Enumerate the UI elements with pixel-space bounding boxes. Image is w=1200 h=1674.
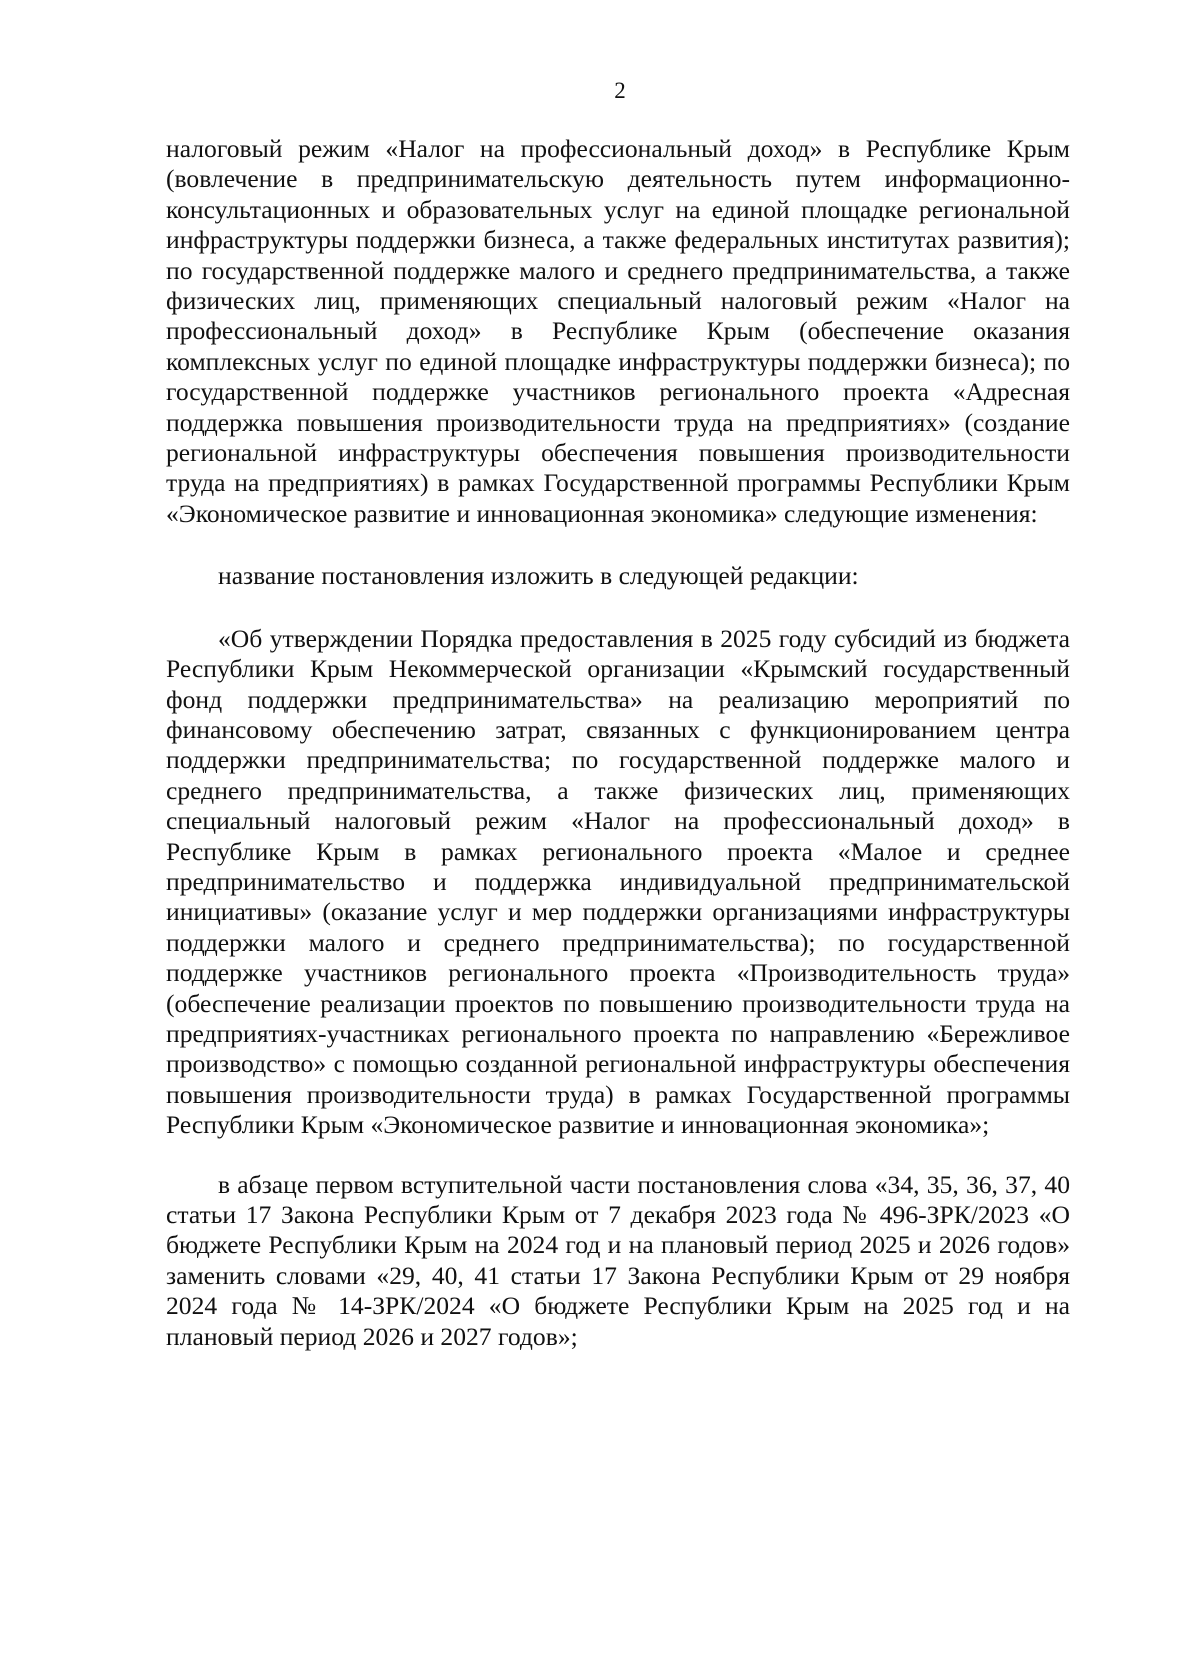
paragraph-continuation: налоговый режим «Налог на профессиональный доход» в Республике Крым (вовлечение в предпринимательскую деятельность путем информационно-консультационных и образовательных услуг на единой площадке региональной инфраструктуры поддержки бизнеса, а также федеральных институтах развития); по государственной поддержке малого и среднего предпринимательства, а также физических лиц, применяющих специальный налоговый режим «Налог на профессиональный доход» в Республике Крым (обеспечение оказания комплексных услуг по единой площадке инфраструктуры поддержки бизнеса); по государственной поддержке участников регионального проекта «Адресная поддержка повышения производительности труда на предприятиях» (создание региональной инфраструктуры обеспечения повышения производительности труда на предприятиях) в рамках Государственной программы Республики Крым «Экономическое развитие и инновационная экономика» следующие изменения: xyxy=(166,134,1070,528)
paragraph-preamble-change: в абзаце первом вступительной части постановления слова «34, 35, 36, 37, 40 статьи 17 Закона Республики Крым от 7 декабря 2023 года № 496-ЗРК/2023 «О бюджете Республики Крым на 2024 год и на плановый период 2025 и 2026 годов» заменить словами «29, 40, 41 статьи 17 Закона Республики Крым от 29 ноября 2024 года № 14-ЗРК/2024 «О бюджете Республики Крым на 2025 год и на плановый период 2026 и 2027 годов»; xyxy=(166,1169,1070,1351)
paragraph-title-change: название постановления изложить в следующей редакции: xyxy=(218,561,859,591)
paragraph-new-title: «Об утверждении Порядка предоставления в 2025 году субсидий из бюджета Республики Крым Некоммерческой организации «Крымский государственный фонд поддержки предпринимательства» на реализацию мероприятий по финансовому обеспечению затрат, связанных с функционированием центра поддержки предпринимательства; по государственной поддержке малого и среднего предпринимательства, а также физических лиц, применяющих специальный налоговый режим «Налог на профессиональный доход» в Республике Крым в рамках регионального проекта «Малое и среднее предпринимательство и поддержка индивидуальной предпринимательской инициативы» (оказание услуг и мер поддержки организациями инфраструктуры поддержки малого и среднего предпринимательства); по государственной поддержке участников регионального проекта «Производительность труда» (обеспечение реализации проектов по повышению производительности труда на предприятиях-участниках регионального проекта по направлению «Бережливое производство» с помощью созданной региональной инфраструктуры обеспечения повышения производительности труда) в рамках Государственной программы Республики Крым «Экономическое развитие и инновационная экономика»; xyxy=(166,623,1070,1140)
page-number: 2 xyxy=(614,78,626,103)
document-body xyxy=(166,134,1070,1352)
